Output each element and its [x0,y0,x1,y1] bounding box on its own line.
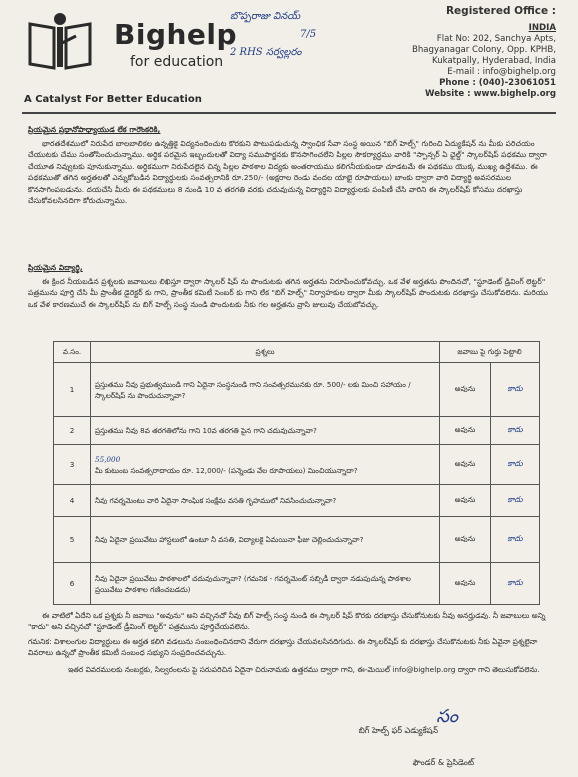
row-answer-yes: అవును [440,445,491,485]
row-question: ప్రస్తుతము నీవు 8వ తరగతిలోను గాని 10వ తరగతి పైన గాని చదువుచున్నావా? [91,417,440,445]
row-number: 4 [54,485,91,517]
office-title: Registered Office : [445,5,556,17]
disability-note: గమనిక: విశాలంగుల విద్యార్ధులు ఈ అర్హత కలిగి వడలును సంబంధించినదాని వేరుగా దరఖాస్తు చేయవలసినదిగుదు. ఈ స్కాలర్‌షిప్ కు దరఖాస్తు చేసుకొనుటకు నీకు ఏవైనా ప్రశ్నలైనా వివరాలు ఉన్నచో ప్రాంతీక కమిటీ సంబంధ సభ్యుని సంప్రదించవచ్చును. [28,637,538,658]
row-answer-mark: కాదు [491,445,540,485]
eligibility-table [53,341,540,605]
signatory-title: ఫౌండర్ & ప్రెసిడెంట్ [412,758,474,767]
row-answer-yes: అవును [440,485,491,517]
intro-paragraph: భారతదేశములో నిరుపేద బాలబాలికల ఉన్నత్తికై విద్యనందించుట కొరకుని పొటుపడుచున్న స్వాంఛిక సేవా సంస్థ అయిన "బిగ్ హెల్ప్" గురించి ఏద్యుకేషన్ ను మీకు పరిచయం చేయుటకు చేము సంతోసించుచున్నాము. అర్థిక పరమైన ఇబ్బందులతో విద్యా సముపార్జనకు కొనసాగించలేని పిల్లల సౌకర్యార్ధము వారికి "స్పాన్సర్ ఏ ఛైల్డ్" స్కాలర్‌షిప్ పధకము ద్వారా చేయూత నివ్వుటకు పూనుకున్నాము. అర్థికముగా నిరుపేదలైన చిన్న పిల్లల పాఠశాల విద్యకు అంతరాయము కలిగనీయకుండా చూడటమే ఈ పథకము యొక్క ముఖ్య ఉద్దేశము. ఈ పథకముతో తగిన అర్హతలతో ఎన్నుకోబడిన విద్యార్థులకు సంవత్సరానికి రూ.250/- (అక్షరాల రెండు వందల యాభై రూపాయలు) బాంకు ద్వారా వారి విద్యార్థి అవసరముల కొనసాగింపబడును. దయచేసి మీరు ఈ పథకములు 8 నుండి 10 వ తరగతి వరకు చదువుచున్న విద్యార్ధిని విద్యార్థులకు పంపిణీ చేసి వారిని ఈ స్కాలర్‌షిప్ కోసము దరఖాస్తు చేసుకోవలసినదిగా కోరుచున్నాము. [28,139,547,206]
handwritten-amount: 55,000 [95,454,121,464]
brand-subtitle: for education [130,54,224,70]
row-answer-mark: కాదు [491,363,540,417]
office-line: Flat No: 202, Sanchya Apts, [436,34,556,44]
handwritten-line: 7/5 [300,29,317,40]
table-header-row [54,342,540,363]
row-answer-yes: అవును [440,517,491,563]
row-number: 1 [54,363,91,417]
header-divider [22,112,556,114]
salutation-student: ప్రియమైన విద్యార్థి, [28,263,83,272]
row-answer-mark: కాదు [491,563,540,605]
row-number: 6 [54,563,91,605]
office-line: Bhagyanagar Colony, Opp. KPHB, [411,45,556,55]
row-answer-mark: కాదు [491,485,540,517]
row-question: నీవు గవర్నమెంటు వారి ఏదైనా సాంఘిక సంక్షేమ వసతి గృహములో నివసించుచున్నావా? [91,485,440,517]
row-question-text: మీ కుటుంబ సంవత్సరాదాయం రూ. 12,000/- (పన్నెండు వేల రూపాయలు) మించియున్నాదా? [95,465,358,475]
signatory-organization: బిగ్ హెల్ప్ ఫర్ ఎడ్యుకేషన్ [358,726,438,735]
handwritten-addressee [230,8,316,62]
handwritten-line: బొప్పరాజు వినయ్ [230,11,301,22]
eligibility-note: ఈ వాటిలో ఏదేని ఒక ప్రశ్నకు నీ జవాబు "అవును" అని వచ్చినచో నీవు బిగ్ హెల్ప్ సంస్థ నుండి ఈ స్కాలర్ షిప్ కొరకు దరఖాస్తు చేసుకోనుటకు నీవు అనర్హుడవు. నీ జవాబులు అన్ని "కాదు" అని వచ్చినచో "స్టూడెంట్ డ్రీమింగ్ లెట్టర్" పత్రమును పూర్తిచేయవలెను. [28,611,546,632]
row-question: ప్రస్తుతము నీవు ప్రభుత్వముండి గాని ఏదైనా సంస్థనుండి గాని సంవత్సరమునకు రూ. 500/- లకు మించి సహాయం / స్కాలర్‌షిప్ ను పొందుచున్నావా? [91,363,440,417]
brand-name: Bighelp [114,18,238,51]
table-row [54,517,540,563]
student-paragraph: ఈ క్రింద నీయబడిన ప్రశ్నలకు జవాబులు లిఖిస్తూ ద్వారా స్కాలర్ షిప్ ను పొందుటకు తగిన అర్హతను నిరూపించుకోవచ్చు. ఒక వేళ అర్హతను పొందినచో, "స్టూడెంట్ డ్రివింగ్ లెట్టర్" పత్రమును పూర్తి చేసి మీ ప్రాంతీక డైరెక్టర్ కు గాని, ప్రాంతీక కమిటీ సెంబర్ కు గాని లేక "బిగ్ హెల్ప్" నిర్వాహకుల ద్వారా మీకు స్కాలర్‌షిప్ పొందుటకు దరఖాస్తు చేసుకోవలెను. మరియు ఒక వేళ కారణముచే ఈ స్కాలర్‌షిప్ ను బిగ్ హెల్ప్ సంస్థ నుండి పొందుటకు నీకు గల అర్హతను వ్రాసి జులువు చేయబోవచ్చు. [28,277,549,309]
office-website: Website : www.bighelp.org [425,89,556,99]
row-answer-mark: కాదు [491,517,540,563]
registered-office-block [412,6,556,100]
row-question: నీవు ఏదైనా ప్రయివేటు పాఠశాలలో చదువుచున్నావా? (గమనిక - గవర్నమెంట్ సబ్సిడీ ద్వారా నడుపుచున్న పాఠశాల ప్రయివేటు పాఠశాల గణించబడదు) [91,563,440,605]
column-header-question: ప్రశ్నలు [91,342,440,363]
row-answer-yes: అవును [440,363,491,417]
row-question: నీవు ఏదైనా ప్రయివేటు హాస్టలులో ఉంటూ నీ వసతి, విద్యాలకై ఏమయినా ఫీజు చెల్లించుచున్నావా? [91,517,440,563]
column-header-answer: జవాబు పై గుర్తు పెట్టాలి [440,342,540,363]
signature: సం [436,706,458,727]
row-answer-yes: అవును [440,563,491,605]
handwritten-line: 2 RHS సర్వల్లరం [230,47,302,58]
table-row [54,563,540,605]
tagline: A Catalyst For Better Education [24,94,202,105]
row-number: 5 [54,517,91,563]
contact-note: ఇతర వివరములకు నంబర్లకు, సిల్వరంలను పై సరుపరిచిన ఏదైనా చిరునామకు ఉత్తరము ద్వారా గాని, ఈ-మెయిల్ info@bighelp.org ద్వారా గాని తెలుసుకోవలెను. [68,665,540,674]
row-number: 3 [54,445,91,485]
table-row [54,363,540,417]
column-header-number: వ.సం. [54,342,91,363]
office-country: INDIA [528,23,556,33]
office-line: Kukatpally, Hyderabad, India [432,56,556,66]
office-phone: Phone : (040)-23061051 [439,78,556,88]
row-answer-yes: అవును [440,417,491,445]
table-row [54,485,540,517]
row-question [91,445,440,485]
row-answer-mark: కాదు [491,417,540,445]
salutation-headmaster: ప్రియమైన ప్రధానోపాధ్యాయుడ లేక గారౌంకరికి, [28,125,161,134]
office-email: E-mail : info@bighelp.org [447,67,556,77]
table-row [54,445,540,485]
bighelp-logo-icon [24,10,96,72]
table-row [54,417,540,445]
row-number: 2 [54,417,91,445]
